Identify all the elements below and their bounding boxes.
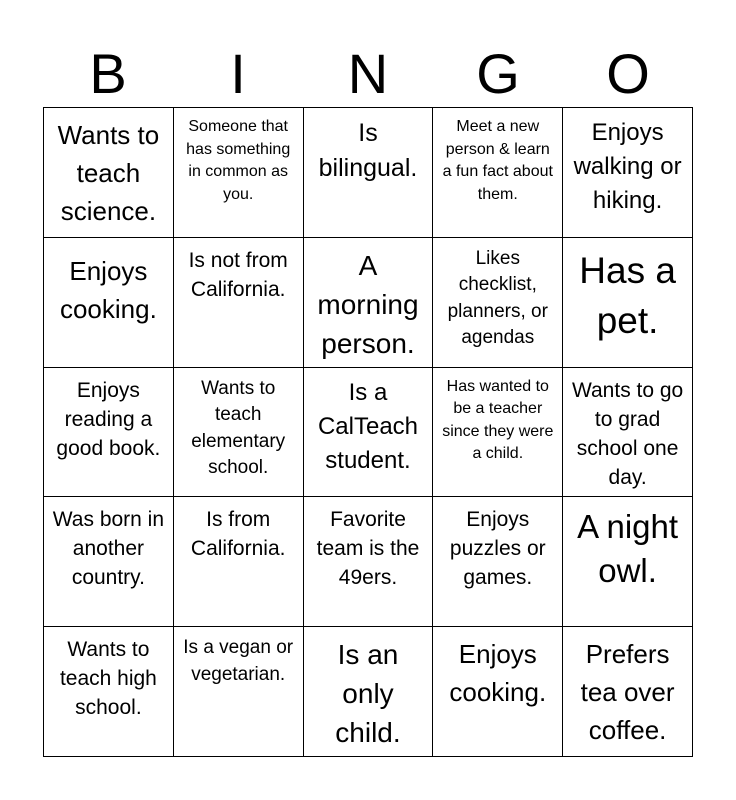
bingo-cell[interactable] xyxy=(304,627,434,757)
cell-text: Is a vegan or vegetarian. xyxy=(183,637,294,685)
bingo-cell[interactable] xyxy=(433,238,563,368)
bingo-cell[interactable] xyxy=(304,238,434,368)
bingo-cell[interactable] xyxy=(433,108,563,238)
cell-text: Has wanted to be a teacher since they were a child. xyxy=(442,377,554,463)
cell-text: Wants to go to grad school one day. xyxy=(571,378,684,489)
cell-text: Wants to teach high school. xyxy=(59,638,157,720)
bingo-cell[interactable] xyxy=(304,497,434,627)
bingo-cell[interactable] xyxy=(563,627,693,757)
header-letter-g: G xyxy=(476,42,520,105)
cell-text: A morning person. xyxy=(317,249,419,359)
cell-text: Enjoys puzzles or games. xyxy=(449,508,546,590)
bingo-cell[interactable] xyxy=(44,238,174,368)
header-letter-i: I xyxy=(230,42,246,105)
bingo-cell[interactable] xyxy=(174,627,304,757)
bingo-cell[interactable] xyxy=(174,108,304,238)
cell-text: Enjoys cooking. xyxy=(449,639,547,708)
bingo-cell[interactable] xyxy=(433,368,563,498)
bingo-cell[interactable] xyxy=(433,627,563,757)
bingo-header xyxy=(43,40,693,108)
bingo-cell[interactable] xyxy=(174,368,304,498)
cell-text: Enjoys cooking. xyxy=(59,255,157,324)
bingo-cell[interactable] xyxy=(174,238,304,368)
bingo-cell[interactable] xyxy=(44,627,174,757)
cell-text: Wants to teach elementary school. xyxy=(191,377,286,479)
header-letter-o: O xyxy=(606,42,650,105)
cell-text: Is a CalTeach student. xyxy=(317,378,419,474)
cell-text: Is from California. xyxy=(190,508,286,561)
cell-text: Meet a new person & learn a fun fact about them. xyxy=(442,118,553,203)
header-letter-n: N xyxy=(347,42,389,105)
cell-text: Is bilingual. xyxy=(318,119,418,182)
cell-text: Wants to teach science. xyxy=(57,120,160,226)
cell-text: Enjoys walking or hiking. xyxy=(573,119,682,214)
cell-text: Was born in another country. xyxy=(52,508,165,590)
cell-text: Favorite team is the 49ers. xyxy=(316,508,420,590)
bingo-cell[interactable] xyxy=(44,108,174,238)
bingo-cell[interactable] xyxy=(563,497,693,627)
cell-text: Has a pet. xyxy=(579,249,676,341)
bingo-card xyxy=(43,107,693,757)
bingo-cell[interactable] xyxy=(174,497,304,627)
cell-text: Someone that has something in common as you. xyxy=(186,118,291,203)
cell-text: Is not from California. xyxy=(188,248,288,301)
bingo-cell[interactable] xyxy=(563,368,693,498)
bingo-cell[interactable] xyxy=(44,497,174,627)
bingo-cell[interactable] xyxy=(304,108,434,238)
cell-text: Is an only child. xyxy=(335,639,401,749)
header-letter-b: B xyxy=(89,42,127,105)
bingo-cell[interactable] xyxy=(563,108,693,238)
cell-text: Likes checklist, planners, or agendas xyxy=(447,247,548,349)
cell-text: A night owl. xyxy=(577,508,679,590)
bingo-cell[interactable] xyxy=(433,497,563,627)
bingo-cell[interactable] xyxy=(563,238,693,368)
cell-text: Prefers tea over coffee. xyxy=(580,639,675,746)
cell-text: Enjoys reading a good book. xyxy=(56,378,161,460)
bingo-cell[interactable] xyxy=(304,368,434,498)
bingo-cell[interactable] xyxy=(44,368,174,498)
